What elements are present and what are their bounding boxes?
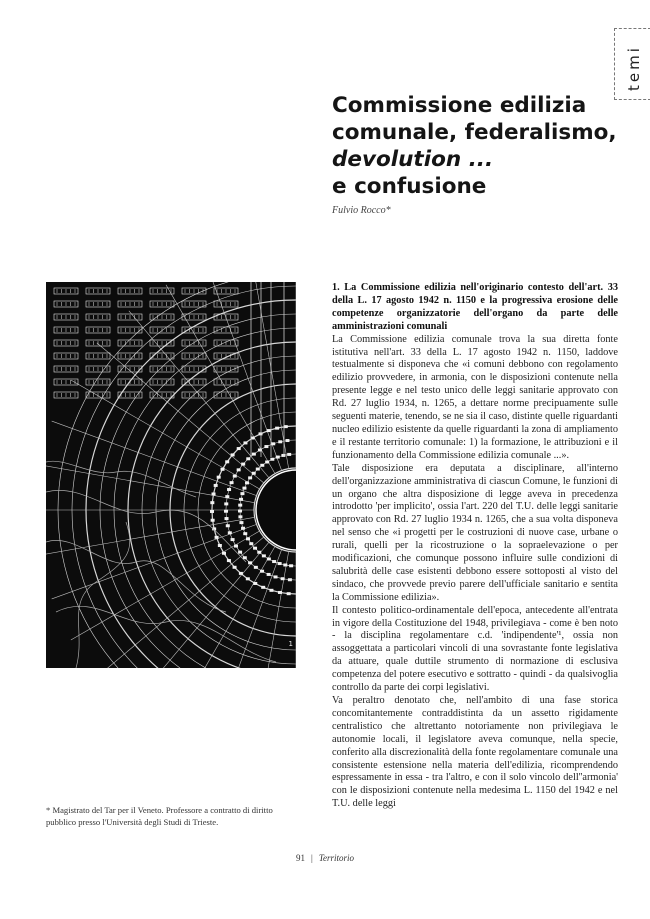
map-building [288,578,292,581]
map-figure [46,282,296,668]
magazine-name: Territorio [318,853,354,863]
paragraph: La Commissione edilizia comunale trova la sua diretta fonte istitutiva nell'art. 33 della L. 17 agosto 1942 n. 1150, laddove testualmente si disponeva che «i comuni debbono con regolamento edilizio provvedere, in armonia, con le disposizioni contenute nella presente legge e nel testo unico delle leggi sanitarie approvato con Rd. 27 luglio 1934, n. 1265, a dettare norme precipuamente sulle seguenti materie, tenendo, se ne sia il caso, distinte quelle riguardanti nucleo edilizio esistente da quelle riguardanti la zona di ampliamento e il restante territorio comunale: 1) la formazione, le attribuzioni e il funzionamento della Commissione edilizia comunale ...». [332,333,618,461]
map-building [233,475,237,478]
map-building [225,517,229,520]
page-number: 91 [296,853,305,863]
map-building [252,453,256,456]
map-building [259,432,263,435]
map-building [246,537,250,540]
map-building [238,504,242,507]
map-building [225,460,229,463]
map-building [267,573,271,576]
map-radial-street [251,282,289,469]
map-building [274,575,278,578]
title-line: comunale, federalismo, [332,120,617,145]
article-body [332,282,618,811]
folio-separator: | [311,853,313,863]
map-building [271,442,275,445]
map-contour [56,606,276,662]
map-building [228,531,232,534]
map-building [238,515,242,518]
map-building [231,453,235,456]
map-building [240,492,244,495]
map-building [243,532,247,535]
map-building [285,439,289,442]
map-building [243,441,247,444]
map-building [248,476,252,479]
map-building [238,551,242,554]
map-building [253,582,257,585]
map-radial-street [71,531,260,640]
map-building [245,481,249,484]
map-building [278,591,282,594]
map-building [260,464,264,467]
map-building [278,440,282,443]
map-building [241,527,245,530]
map-building [242,487,246,490]
map-radial-street [71,380,260,489]
map-building [265,460,269,463]
title-line: devolution ... [332,147,494,172]
map-building [267,557,271,560]
map-radial-street [251,551,289,668]
map-building [227,488,231,491]
map-building [254,566,258,569]
map-building [218,544,222,547]
map-building [243,556,247,559]
map-building [239,498,243,501]
map-building [239,572,243,575]
title-line: e confusione [332,174,487,199]
footnote: * Magistrato del Tar per il Veneto. Professore a contratto di diritto pubblico presso l'Università degli Studi di Trieste. [46,805,273,827]
map-building [237,447,241,450]
map-building [262,554,266,557]
map-building [241,463,245,466]
map-building [260,570,264,573]
map-building [283,563,287,566]
page-footer [0,853,650,863]
map-building [226,524,230,527]
map-building [217,476,221,479]
map-building [211,519,215,522]
map-building [210,510,214,513]
map-building [267,429,271,432]
map-arc [72,286,296,668]
paragraph: Il contesto politico-ordinamentale dell'epoca, antecedente all'entrata in vigore della Costituzione del 1948, privilegiava - come è ben noto - la disciplina regolamentare c.d. 'indipendente'¹, ossia non assoggettata a particolari vincoli di una sovrastante fonte legislativa da attuare, quale duttile strumento di normazione di esclusiva competenza del potere esecutivo e sottratto - quindi - da qualsivoglia controllo da parte dei corpi legislativi. [332,604,618,694]
author-byline: Fulvio Rocco* [332,205,391,216]
map-building [222,552,226,555]
map-building [233,566,237,569]
map-building [210,501,214,504]
map-building [269,589,273,592]
map-radial-street [97,343,264,483]
map-bay [256,470,296,550]
map-building [248,561,252,564]
map-building [252,472,256,475]
article-title [332,92,632,200]
map-building [253,547,257,550]
paragraph: Tale disposizione era deputata a disciplinare, all'interno dell'organizzazione amministrativa di ciascun Comune, le funzioni di un organo che altra disposizione di legge aveva in precedenza introdotto 'per implicito', ossia l'art. 220 del T.U. delle leggi sanitarie approvato con Rd. 27 luglio 1934 n. 1265, che a sua volta disponeva nel senso che «i progetti per le costruzioni di nuove case, urbane o rurali, quelli per la ricostruzione o la sopraelevazione o per modificazioni, che comunque possono influire sulle condizioni di salubrità delle case esistenti debbono essere sottoposti al visto del sindaco, che provvede previo parere dell'ufficiale sanitario e sentita la Commissione edilizia». [332,462,618,603]
paragraph: Va peraltro denotato che, nell'ambito di una fase storica concomitantemente contraddistinta da un assetto rigidamente centralistico che altrettanto notoriamente non privilegiava le autonomie locali, il legislatore aveva comunque, nella specie, conferito alla discrezionalità della fonte regolamentare comunale una consistente estensione nella materia dell'edilizia, ricomprendendo espressamente in essa - tra l'altro, e con il solo vincolo dell''armonia' con le disposizioni contenute nella medesima L. 1150 del 1942 e nel T.U. delle leggi [332,695,618,810]
map-radial-street [52,421,257,496]
map-building [278,562,282,565]
map-building [224,510,228,513]
map-building [231,538,235,541]
map-building [237,468,241,471]
map-building [289,564,293,567]
map-building [238,509,242,512]
map-building [215,536,219,539]
map-building [246,457,250,460]
map-building [224,502,228,505]
map-building [214,484,218,487]
map-building [249,542,253,545]
map-building [230,481,234,484]
map-building [287,453,291,456]
figure-number: 1 [288,640,293,648]
map-building [275,427,279,430]
map-building [257,551,261,554]
map-building [261,586,265,589]
map-building [221,468,225,471]
map-building [270,458,274,461]
map-building [281,577,285,580]
map-building [264,445,268,448]
map-building [276,456,280,459]
map-building [239,521,243,524]
map-building [225,495,229,498]
map-building [246,577,250,580]
map-building [256,468,260,471]
section-tab-label: temi [625,45,643,91]
map-building [287,592,291,595]
section-heading: 1. La Commissione edilizia nell'originario contesto dell'art. 33 della L. 17 agosto 1942 n. 1150 e la progressiva erosione delle competenze organizzatorie dell'organo da parte delle amministrazioni comunali [332,282,618,332]
map-building [281,454,285,457]
map-radial-street [97,537,264,668]
map-contour [46,540,226,612]
title-line: Commissione edilizia [332,93,587,118]
map-illustration [46,282,296,668]
section-tab [614,28,650,100]
map-radial-street [52,524,257,599]
map-building [234,545,238,548]
map-building [227,559,231,562]
map-building [212,492,216,495]
map-building [272,560,276,563]
